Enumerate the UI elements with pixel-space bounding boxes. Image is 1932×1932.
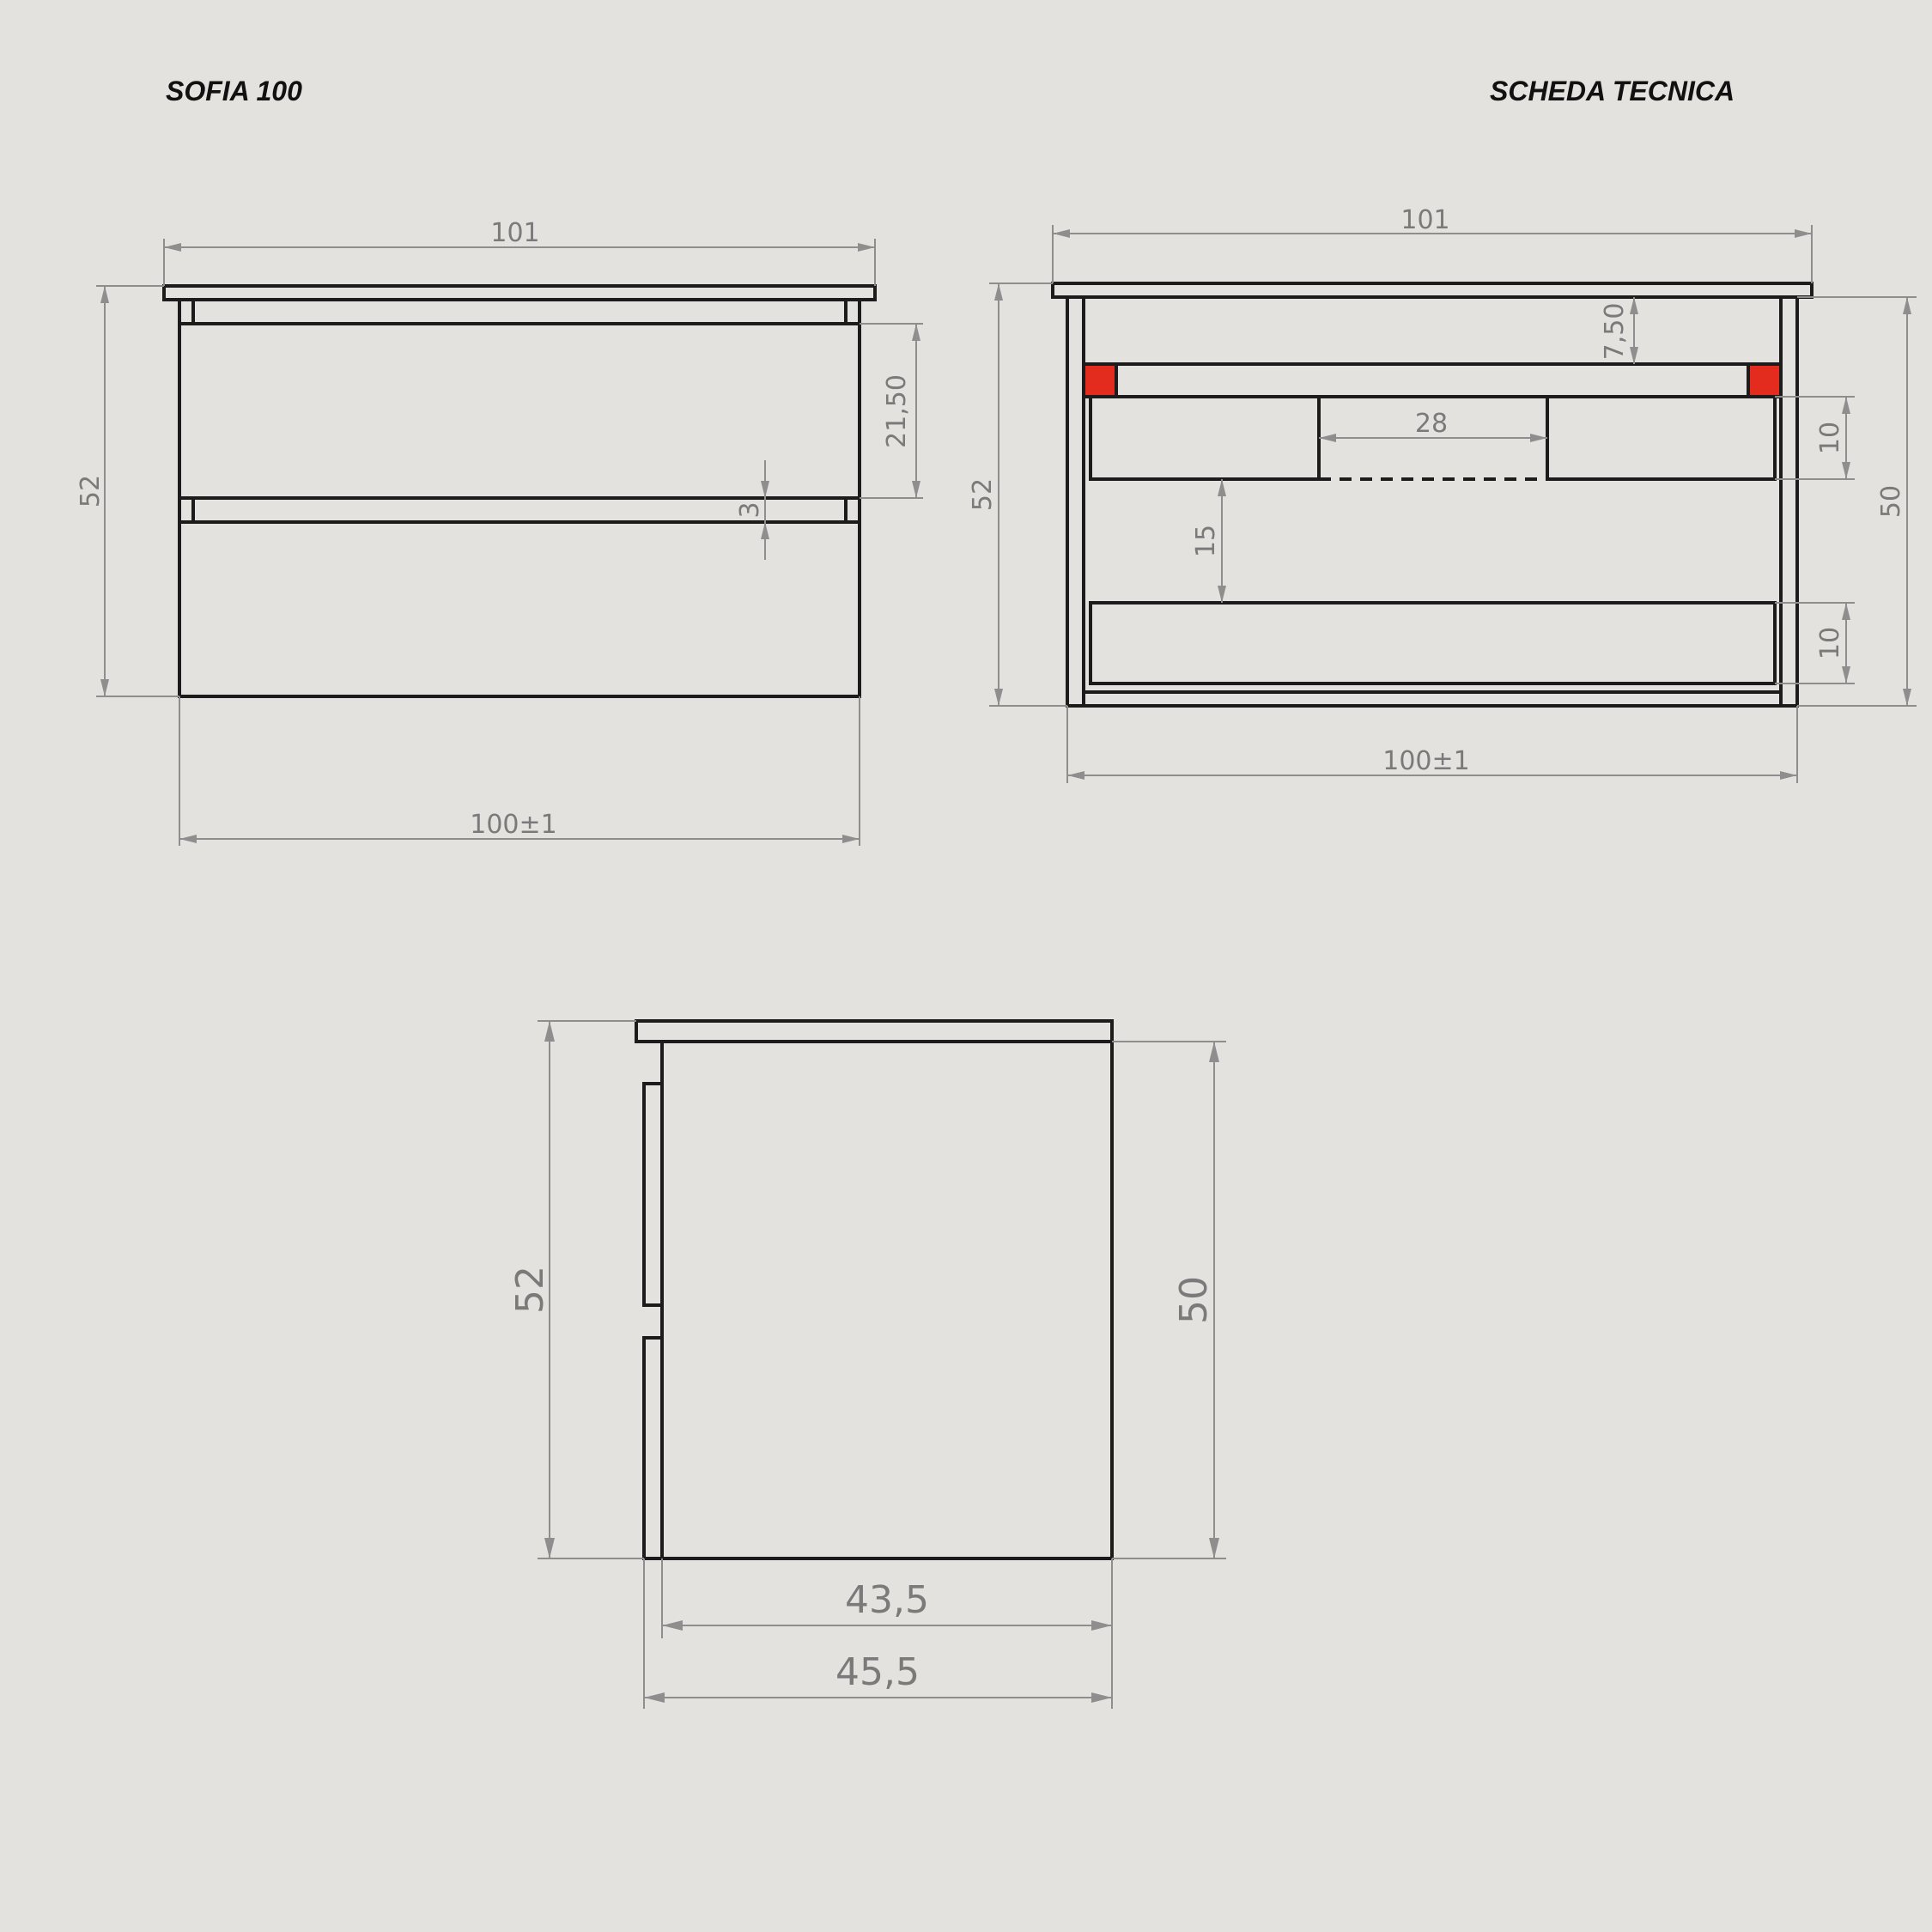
front-top-recess [179,300,860,324]
open-body-width-label: 100±1 [1382,746,1470,776]
front-body-width-label: 100±1 [470,810,557,840]
open-total-height-label: 52 [968,477,998,512]
lower-drawer-height-label: 10 [1815,626,1845,660]
upper-drawer-left [1091,397,1319,479]
front-lower-drawer [179,522,860,696]
open-rail [1084,364,1781,397]
right-bracket-icon [1748,364,1781,397]
side-total-depth-label: 45,5 [835,1650,920,1694]
open-top-width-label: 101 [1400,205,1450,235]
side-lower-drawer-front [644,1338,662,1558]
front-drawer-height-label: 21,50 [882,374,912,448]
upper-drawer-height-label: 10 [1815,421,1845,455]
document-type-title: SCHEDA TECNICA [1490,76,1735,106]
drawer-spacing-label: 15 [1191,524,1221,558]
front-upper-drawer [179,324,860,498]
model-title: SOFIA 100 [166,76,302,106]
side-total-height-label: 52 [508,1266,552,1314]
front-height-label: 52 [76,474,106,508]
open-body-height-label: 50 [1876,484,1906,519]
side-inner-depth-label: 43,5 [845,1578,929,1622]
opening-width-label: 28 [1414,409,1449,439]
left-bracket-icon [1084,364,1116,397]
front-top-width-label: 101 [490,218,540,248]
open-body-outline [1067,297,1797,706]
lower-drawer [1091,603,1775,683]
open-view [968,205,1917,783]
rail-offset-label: 7,50 [1600,302,1630,361]
open-top-slab [1053,283,1812,297]
side-upper-drawer-front [644,1084,662,1305]
side-body [662,1042,1112,1558]
side-body-height-label: 50 [1172,1276,1216,1324]
front-gap-label: 3 [735,501,765,519]
front-view [76,218,923,846]
front-top-slab [164,286,875,300]
upper-drawer-right [1547,397,1775,479]
side-top-slab [636,1021,1112,1042]
side-view [508,1021,1226,1709]
